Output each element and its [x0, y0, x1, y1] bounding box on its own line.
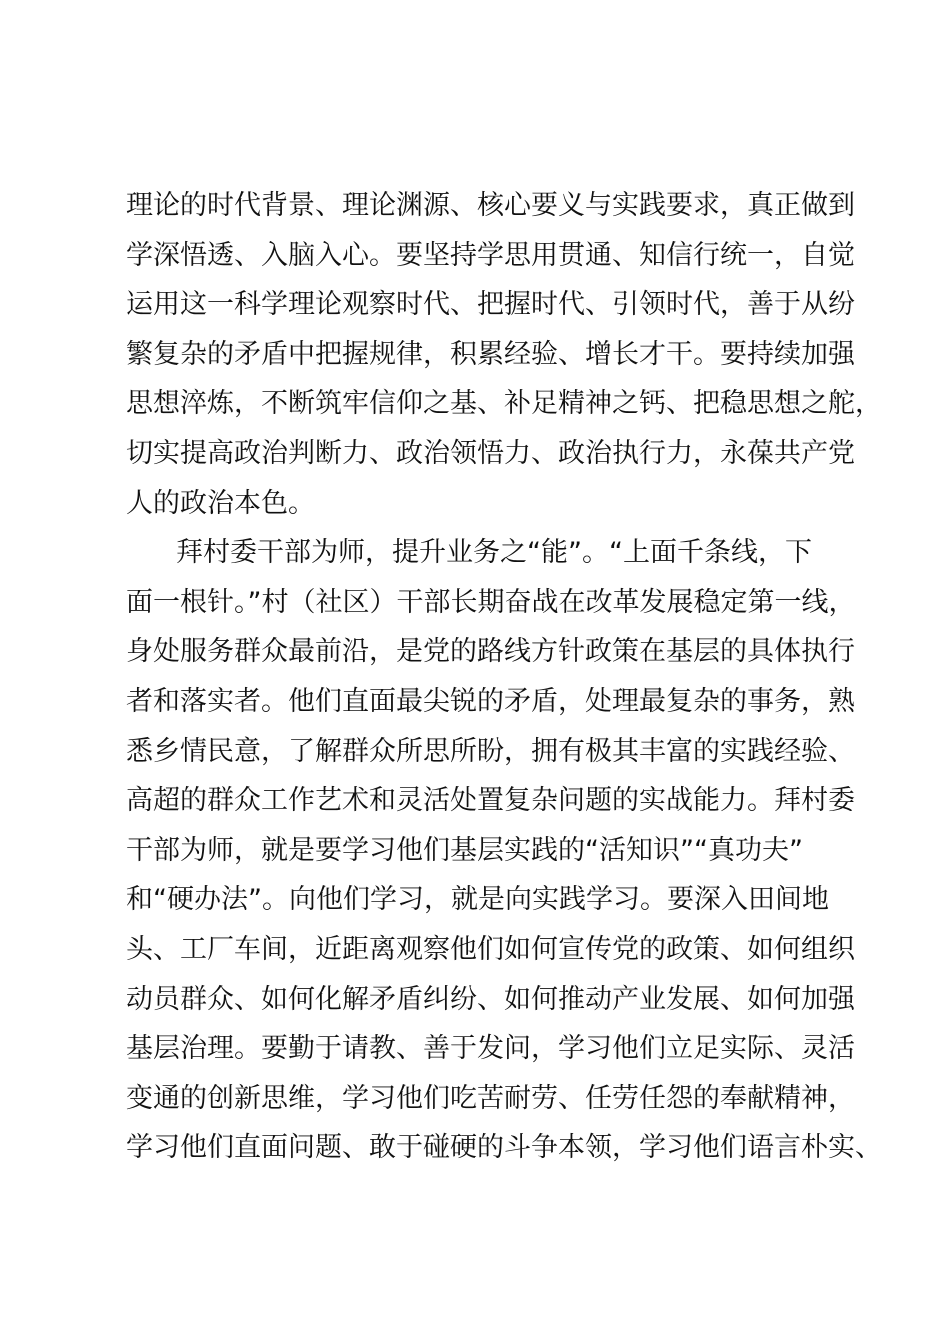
text-line: 切实提高政治判断力、政治领悟力、政治执行力，永葆共产党: [126, 437, 855, 469]
text-line: 身处服务群众最前沿，是党的路线方针政策在基层的具体执行: [126, 636, 855, 668]
paragraph-start-line: 拜村委干部为师，提升业务之“能”。“上面千条线，下: [176, 537, 812, 569]
text-line: 学深悟透、入脑入心。要坚持学思用贯通、知信行统一，自觉: [126, 239, 855, 271]
text-line: 人的政治本色。: [126, 487, 315, 519]
text-line: 动员群众、如何化解矛盾纠纷、如何推动产业发展、如何加强: [126, 983, 855, 1015]
text-line: 理论的时代背景、理论渊源、核心要义与实践要求，真正做到: [126, 190, 855, 221]
text-line: 干部为师，就是要学习他们基层实践的“活知识”“真功夫”: [126, 834, 803, 866]
text-line: 思想淬炼，不断筑牢信仰之基、补足精神之钙、把稳思想之舵，: [126, 388, 882, 420]
text-line: 者和落实者。他们直面最尖锐的矛盾，处理最复杂的事务，熟: [126, 685, 855, 717]
text-line: 基层治理。要勤于请教、善于发问，学习他们立足实际、灵活: [126, 1033, 855, 1065]
text-line: 和“硬办法”。向他们学习，就是向实践学习。要深入田间地: [126, 884, 829, 916]
text-line: 悉乡情民意，了解群众所思所盼，拥有极其丰富的实践经验、: [126, 735, 855, 767]
text-line: 学习他们直面问题、敢于碰硬的斗争本领，学习他们语言朴实、: [126, 1132, 882, 1164]
body-text: [126, 181, 882, 1173]
text-line: 头、工厂车间，近距离观察他们如何宣传党的政策、如何组织: [126, 933, 855, 965]
text-line: 运用这一科学理论观察时代、把握时代、引领时代，善于从纷: [126, 289, 855, 321]
text-line: 变通的创新思维，学习他们吃苦耐劳、任劳任怨的奉献精神，: [126, 1082, 855, 1114]
text-line: 繁复杂的矛盾中把握规律，积累经验、增长才干。要持续加强: [126, 338, 855, 370]
text-line: 高超的群众工作艺术和灵活处置复杂问题的实战能力。拜村委: [126, 785, 855, 817]
text-line: 面一根针。”村（社区）干部长期奋战在改革发展稳定第一线，: [126, 586, 856, 618]
